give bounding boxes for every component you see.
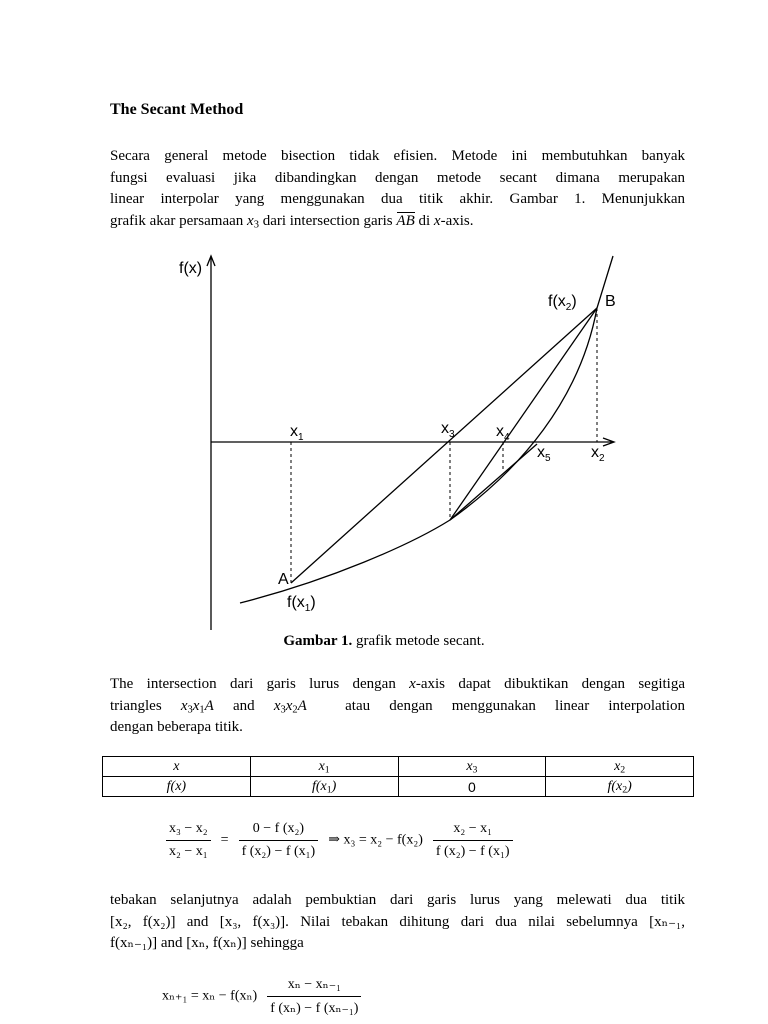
equals-sign: = bbox=[220, 832, 229, 848]
secant-formula-1 bbox=[166, 821, 513, 860]
secant-formula-2 bbox=[162, 976, 361, 1017]
label-b: B bbox=[605, 293, 616, 310]
table-cell: x bbox=[103, 757, 251, 777]
label-fx2: $f(x_2)$ bbox=[548, 293, 577, 313]
fraction-rhs: $\frac{\text{x₂ − x₁}}{\text{f (x₂) − f (x₁)}}$ bbox=[433, 821, 513, 860]
section-title: The Secant Method bbox=[110, 101, 244, 118]
intersection-paragraph bbox=[110, 674, 685, 739]
secant-line-ab bbox=[291, 308, 597, 583]
label-fx1: $f(x_1)$ bbox=[287, 594, 316, 614]
label-x5: $x_5$ bbox=[537, 444, 551, 464]
iteration-expression: xₙ₊₁ = xₙ − f(xₙ) bbox=[162, 988, 258, 1004]
implies-expression: ⇒ x₃ = x₂ − f(x₂) bbox=[328, 832, 423, 848]
y-axis-label: f(x) bbox=[179, 260, 203, 277]
table-cell: 0 bbox=[398, 777, 546, 797]
para3-line-3: f(xₙ₋₁)] and [xₙ, f(xₙ)] sehingga bbox=[110, 935, 304, 951]
table-cell: $x_1$ bbox=[250, 757, 398, 777]
table-cell: $f(x_1)$ bbox=[250, 777, 398, 797]
secant-line-2 bbox=[450, 308, 597, 520]
intro-line-2: fungsi evaluasi jika dibandingkan dengan metode secant dimana merupakan bbox=[110, 169, 685, 186]
label-x4: $x_4$ bbox=[496, 423, 510, 443]
next-guess-paragraph bbox=[110, 890, 685, 955]
intro-line-3: linear interpolar yang menggunakan dua titik akhir. Gambar 1. Menunjukkan bbox=[110, 191, 685, 207]
label-x2: $x_2$ bbox=[591, 444, 605, 464]
fraction-lhs: $\frac{\text{x₃ − x₂}}{\text{x₂ − x₁}}$ bbox=[166, 821, 211, 860]
para2-line-2: triangles $x_3x_1A$ and $x_3x_2A$ atau dengan menggunakan linear interpolation bbox=[110, 697, 685, 716]
interpolation-table bbox=[102, 756, 694, 797]
table-cell: f(x) bbox=[103, 777, 251, 797]
table-cell: $x_2$ bbox=[546, 757, 694, 777]
label-a: A bbox=[278, 571, 289, 588]
label-x1: $x_1$ bbox=[290, 423, 304, 443]
para3-line-2: [x₂, f(x₂)] and [x₃, f(x₃)]. Nilai tebakan dihitung dari dua nilai sebelumnya [xₙ₋₁, bbox=[110, 913, 685, 930]
table-row bbox=[103, 757, 694, 777]
secant-line-3 bbox=[450, 444, 537, 520]
fraction-mid: $\frac{\text{0 − f (x₂)}}{\text{f (x₂) − f (x₁)}}$ bbox=[239, 821, 319, 860]
fraction-iteration: $\frac{\text{xₙ − xₙ₋₁}}{\text{f (xₙ) − f (xₙ₋₁)}}$ bbox=[267, 976, 361, 1017]
label-x3: $x_3$ bbox=[441, 420, 455, 440]
intro-line-1: Secara general metode bisection tidak efisien. Metode ini membutuhkan banyak bbox=[110, 148, 685, 164]
table-cell: $f(x_2)$ bbox=[546, 777, 694, 797]
figure-caption: Gambar 1. grafik metode secant. bbox=[283, 633, 485, 649]
table-row bbox=[103, 777, 694, 797]
intro-line-4: grafik akar persamaan $x_3$ dari intersection garis AB di x-axis. bbox=[110, 212, 474, 231]
table-cell: $x_3$ bbox=[398, 757, 546, 777]
para3-line-1: tebakan selanjutnya adalah pembuktian dari garis lurus yang melewati dua titik bbox=[110, 892, 685, 908]
segment-ab: AB bbox=[396, 211, 414, 233]
para2-line-1: The intersection dari garis lurus dengan x-axis dapat dibuktikan dengan segitiga bbox=[110, 676, 685, 692]
para2-line-3: dengan beberapa titik. bbox=[110, 719, 243, 735]
